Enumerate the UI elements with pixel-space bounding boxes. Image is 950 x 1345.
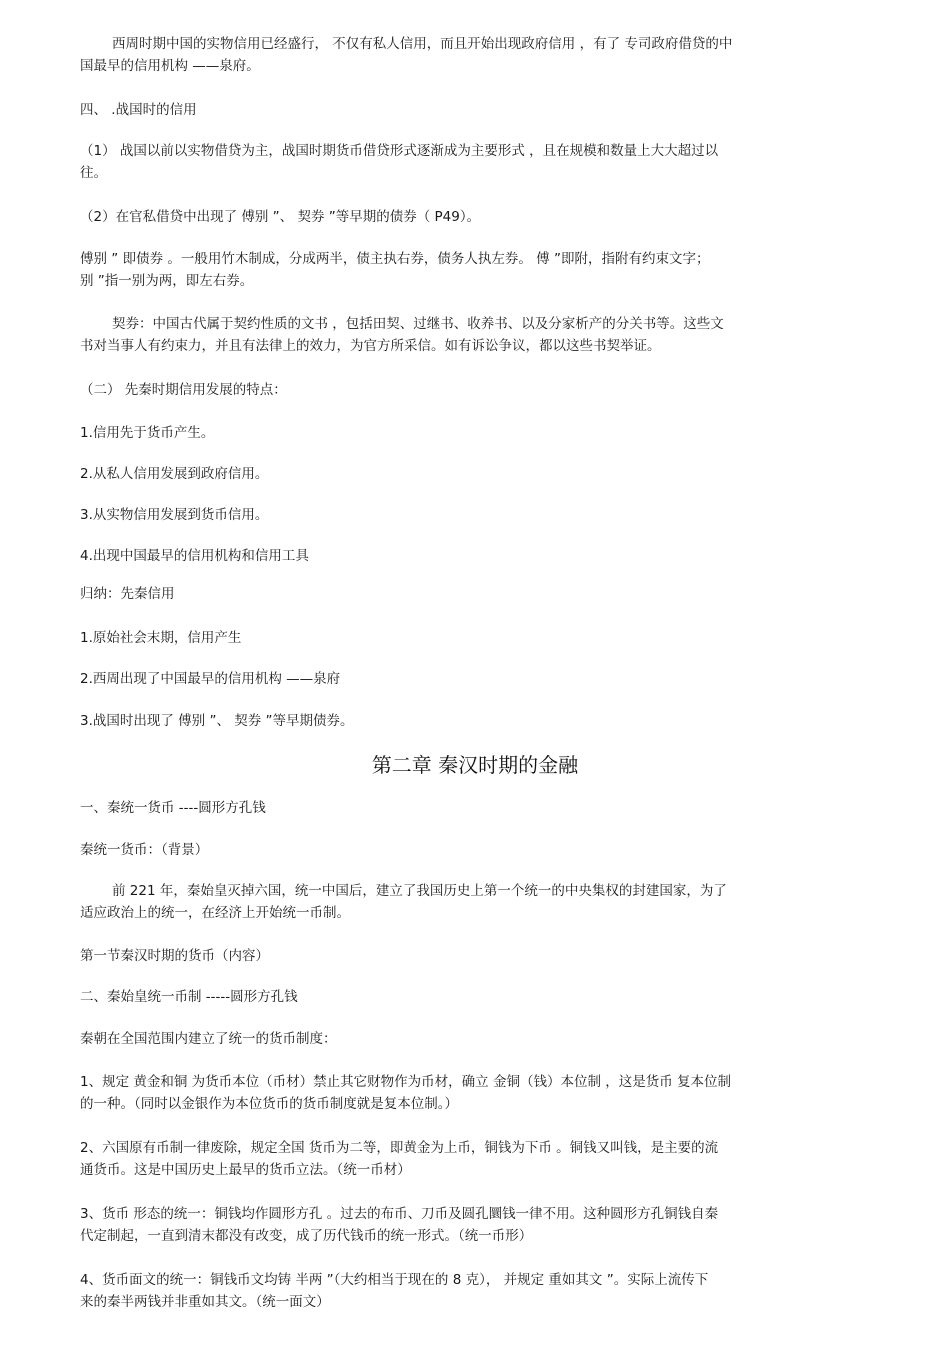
paragraph-point-2 <box>80 206 870 228</box>
paragraph-221bc <box>80 880 870 924</box>
paragraph-point-1 <box>80 140 870 184</box>
text-line: 第一节秦汉时期的货币（内容） <box>80 948 269 964</box>
text-line: 往。 <box>80 165 107 181</box>
section-heading-features <box>80 379 870 401</box>
text-line: 适应政治上的统一，在经济上开始统一币制。 <box>80 905 350 921</box>
list-item <box>80 710 870 732</box>
section-title-first <box>80 945 870 967</box>
text-line: 3、货币 形态的统一：铜钱均作圆形方孔 。过去的布币、刀币及圆孔圜钱一律不用。这种圆形方孔铜钱自秦 <box>80 1206 719 1222</box>
text-line: 前 221 年，秦始皇灭掉六国，统一中国后，建立了我国历史上第一个统一的中央集权的封建国家，为了 <box>112 883 727 899</box>
section-heading-qin-unification <box>80 797 870 819</box>
text-line: （2）在官私借贷中出现了 傅别 ”、 契券 ”等早期的债券（ P49）。 <box>80 209 481 225</box>
text-line: 二、秦始皇统一币制 -----圆形方孔钱 <box>80 989 298 1005</box>
list-item <box>80 504 870 526</box>
list-item <box>80 1203 870 1247</box>
list-item <box>80 422 870 444</box>
text-line: 傅别 ” 即债券 。一般用竹木制成，分成两半，债主执右券，债务人执左券。 傅 ”即附，指附有约束文字； <box>80 251 710 267</box>
text-line: （1） 战国以前以实物借贷为主，战国时期货币借贷形式逐渐成为主要形式 ，且在规模和数量上大大超过以 <box>80 143 719 159</box>
text-line: 4.出现中国最早的信用机构和信用工具 <box>80 548 309 564</box>
text-line: 的一种。（同时以金银作为本位货币的货币制度就是复本位制。） <box>80 1096 458 1112</box>
text-line: 来的秦半两钱并非重如其文。（统一面文） <box>80 1294 330 1310</box>
text-line: 1、规定 黄金和铜 为货币本位（币材）禁止其它财物作为币材，确立 金铜（钱）本位制 ，这是货币 复本位制 <box>80 1074 732 1090</box>
paragraph-fubie <box>80 248 870 292</box>
text-line: 2.西周出现了中国最早的信用机构 ——泉府 <box>80 671 341 687</box>
text-line: 契券：中国古代属于契约性质的文书 ，包括田契、过继书、收养书、以及分家析产的分关书等。这些文 <box>112 316 724 332</box>
section-heading-currency-system <box>80 986 870 1008</box>
list-item <box>80 627 870 649</box>
list-item <box>80 463 870 485</box>
text-line: 一、秦统一货币 ----圆形方孔钱 <box>80 800 266 816</box>
text-line: 代定制起，一直到清末都没有改变，成了历代钱币的统一形式。（统一币形） <box>80 1228 533 1244</box>
text-line: 归纳：先秦信用 <box>80 586 175 602</box>
paragraph-western-zhou-credit <box>80 33 870 77</box>
text-line: 3.战国时出现了 傅别 ”、 契券 ”等早期债券。 <box>80 713 354 729</box>
summary-heading <box>80 583 870 605</box>
list-item <box>80 1137 870 1181</box>
list-item <box>80 1071 870 1115</box>
list-item <box>80 668 870 690</box>
chapter-title: 第二章 秦汉时期的金融 <box>371 753 579 777</box>
list-item <box>80 1269 870 1313</box>
text-line: 国最早的信用机构 ——泉府。 <box>80 58 260 74</box>
text-line: 书对当事人有约束力，并且有法律上的效力，为官方所采信。如有诉讼争议，都以这些书契举证。 <box>80 338 661 354</box>
text-line: 1.原始社会末期，信用产生 <box>80 630 242 646</box>
text-line: 秦统一货币：（背景） <box>80 842 209 858</box>
list-item <box>80 545 870 567</box>
text-line: 通货币。这是中国历史上最早的货币立法。（统一币材） <box>80 1162 411 1178</box>
text-line: 1.信用先于货币产生。 <box>80 425 215 441</box>
text-line: （二） 先秦时期信用发展的特点： <box>80 382 287 398</box>
paragraph-qiquan <box>80 313 870 357</box>
section-heading-warring-states <box>80 99 870 121</box>
paragraph-unified-system <box>80 1028 870 1050</box>
text-line: 2、六国原有币制一律废除，规定全国 货币为二等，即黄金为上币，铜钱为下币 。铜钱又叫钱，是主要的流 <box>80 1140 719 1156</box>
text-line: 别 ”指一别为两，即左右券。 <box>80 273 254 289</box>
text-line: 秦朝在全国范围内建立了统一的货币制度： <box>80 1031 337 1047</box>
subheading-background <box>80 839 870 861</box>
text-line: 西周时期中国的实物信用已经盛行， 不仅有私人信用，而且开始出现政府信用 ，有了 专司政府借贷的中 <box>112 36 733 52</box>
text-line: 四、 .战国时的信用 <box>80 102 197 118</box>
text-line: 2.从私人信用发展到政府信用。 <box>80 466 269 482</box>
text-line: 4、货币面文的统一：铜钱币文均铸 半两 ”（大约相当于现在的 8 克）， 并规定 重如其文 ”。实际上流传下 <box>80 1272 709 1288</box>
text-line: 3.从实物信用发展到货币信用。 <box>80 507 269 523</box>
